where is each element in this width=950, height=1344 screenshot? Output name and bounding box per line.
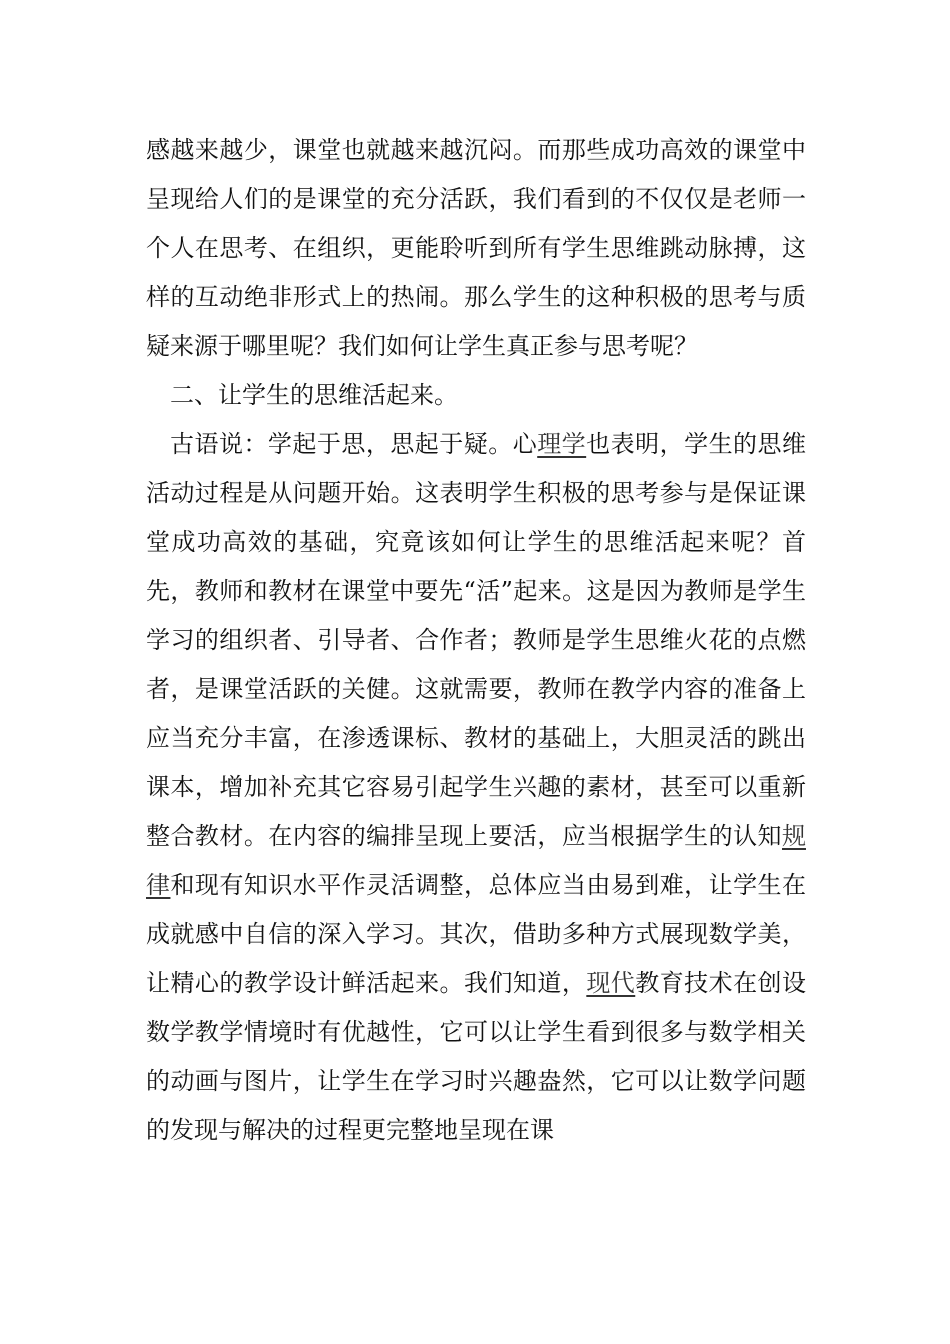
paragraph-main [146, 420, 806, 1155]
paragraph-continued: 感越来越少，课堂也就越来越沉闷。而那些成功高效的课堂中呈现给人们的是课堂的充分活跃，我们看到的不仅仅是老师一个人在思考、在组织，更能聆听到所有学生思维跳动脉搏，这样的互动绝非形式上的热闹。那么学生的这种积极的思考与质疑来源于哪里呢？我们如何让学生真正参与思考呢？ [146, 136, 806, 360]
paragraph-text: 和现有知识水平作灵活调整，总体应当由易到难，让学生在成就感中自信的深入学习。其次，借助多种方式展现数学美，让精心的教学设计鲜活起来。我们知道， [146, 871, 807, 997]
paragraph-text: 也表明，学生的思维活动过程是从问题开始。这表明学生积极的思考参与是保证课堂成功高效的基础，究竟该如何让学生的思维活起来呢？首先，教师和教材在课堂中要先“活”起来。这是因为教师是学生学习的组织者、引导者、合作者；教师是学生思维火花的点燃者，是课堂活跃的关健。这就需要，教师在教学内容的准备上应当充分丰富，在渗透课标、教材的基础上，大胆灵活的跳出课本，增加补充其它容易引起学生兴趣的素材，甚至可以重新整合教材。在内容的编排呈现上要活，应当根据学生的认知 [146, 430, 807, 850]
paragraph-text: 教育技术在创设数学教学情境时有优越性，它可以让学生看到很多与数学相关的动画与图片，让学生在学习时兴趣盎然，它可以让数学问题的发现与解决的过程更完整地呈现在课 [146, 969, 807, 1144]
link-modern[interactable]: 现代 [586, 969, 636, 997]
section-heading: 二、让学生的思维活起来。 [170, 381, 458, 409]
link-rules[interactable]: 规律 [146, 822, 806, 899]
link-psychology[interactable]: 理学 [537, 430, 587, 458]
document-body [146, 126, 806, 1155]
paragraph-text: 古语说：学起于思，思起于疑。心 [170, 430, 538, 458]
